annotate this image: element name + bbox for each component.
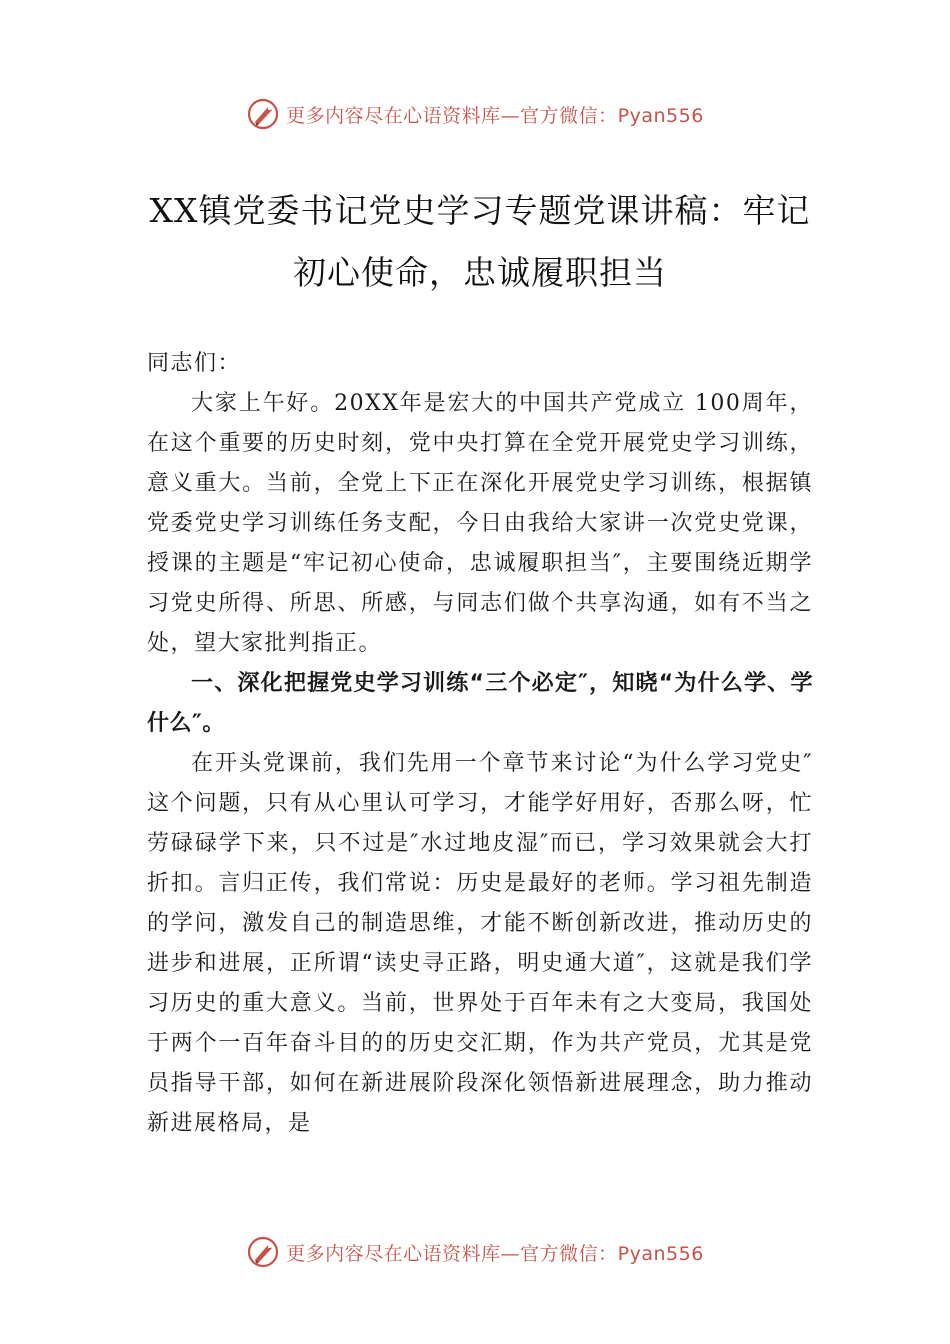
header-banner xyxy=(0,94,950,134)
pen-nib-logo-icon xyxy=(246,97,280,131)
section-heading-1: 一、深化把握党史学习训练“三个必定″，知晓“为什么学、学什么″。 xyxy=(147,671,813,736)
document-title: XX镇党委书记党史学习专题党课讲稿：牢记初心使命，忠诚履职担当 xyxy=(149,191,811,292)
header-banner-text: 更多内容尽在心语资料库—官方微信：Pyan556 xyxy=(286,104,704,127)
salutation: 同志们： xyxy=(147,351,242,376)
paragraph-1: 大家上午好。20XX年是宏大的中国共产党成立 100周年，在这个重要的历史时刻，党中央打算在全党开展党史学习训练，意义重大。当前，全党上下正在深化开展党史学习训练，根据镇党委党史学习训练任务支配，今日由我给大家讲一次党史党课，授课的主题是“牢记初心使命，忠诚履职担当″，主要围绕近期学习党史所得、所思、所感，与同志们做个共享沟通，如有不当之处，望大家批判指正。 xyxy=(147,391,813,656)
document-body xyxy=(147,344,813,1144)
paragraph-2: 在开头党课前，我们先用一个章节来讨论“为什么学习党史″这个问题，只有从心里认可学习，才能学好用好，否那么呀，忙劳碌碌学下来，只不过是″水过地皮湿″而已，学习效果就会大打折扣。言归正传，我们常说：历史是最好的老师。学习祖先制造的学问，激发自己的制造思维，才能不断创新改进，推动历史的进步和进展，正所谓“读史寻正路，明史通大道″，这就是我们学习历史的重大意义。当前，世界处于百年未有之大变局，我国处于两个一百年奋斗目的的历史交汇期，作为共产党员，尤其是党员指导干部，如何在新进展阶段深化领悟新进展理念，助力推动新进展格局，是 xyxy=(147,751,813,1136)
footer-wechat-id: Pyan556 xyxy=(617,1242,704,1265)
header-wechat-id: Pyan556 xyxy=(617,104,704,127)
footer-banner-text: 更多内容尽在心语资料库—官方微信：Pyan556 xyxy=(286,1242,704,1265)
footer-banner xyxy=(0,1232,950,1272)
pen-nib-logo-icon xyxy=(246,1235,280,1269)
